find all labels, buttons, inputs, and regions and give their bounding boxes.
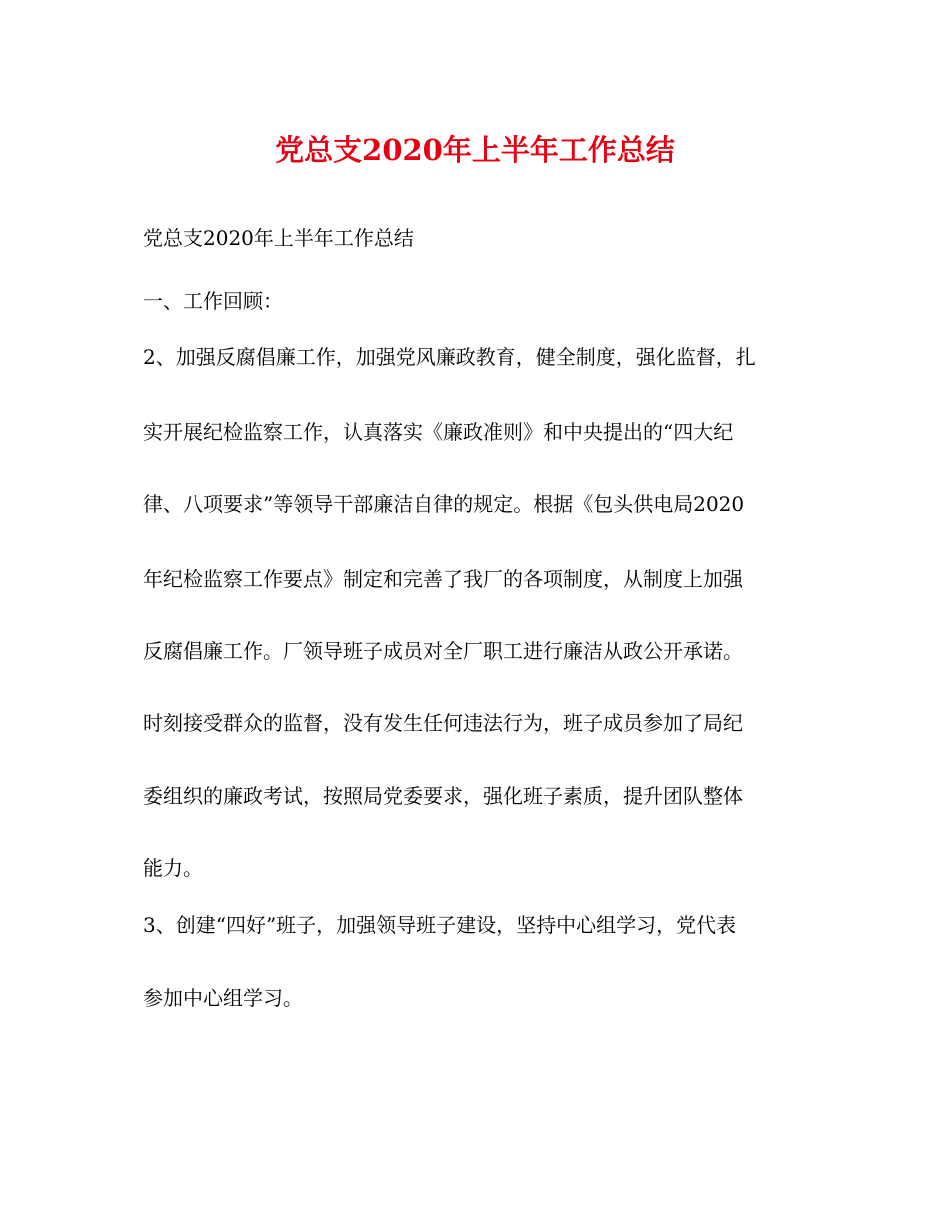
body-line-section-heading: 一、工作回顾： xyxy=(143,289,283,313)
body-line: 时刻接受群众的监督，没有发生任何违法行为，班子成员参加了局纪 xyxy=(143,711,743,735)
document-title: 党总支2020年上半年工作总结 xyxy=(275,133,675,167)
body-line: 3、创建“四好”班子，加强领导班子建设，坚持中心组学习，党代表 xyxy=(143,913,737,937)
body-line: 2、加强反腐倡廉工作，加强党风廉政教育，健全制度，强化监督，扎 xyxy=(143,345,756,369)
body-line-subtitle: 党总支2020年上半年工作总结 xyxy=(143,226,414,250)
body-line: 委组织的廉政考试，按照局党委要求，强化班子素质，提升团队整体 xyxy=(143,784,743,808)
body-line: 反腐倡廉工作。厂领导班子成员对全厂职工进行廉洁从政公开承诺。 xyxy=(143,639,743,663)
body-line: 能力。 xyxy=(143,856,203,880)
body-line: 参加中心组学习。 xyxy=(143,986,303,1010)
body-line: 实开展纪检监察工作，认真落实《廉政准则》和中央提出的“四大纪 xyxy=(143,420,734,444)
body-line: 律、八项要求”等领导干部廉洁自律的规定。根据《包头供电局2020 xyxy=(143,492,745,516)
body-line: 年纪检监察工作要点》制定和完善了我厂的各项制度，从制度上加强 xyxy=(143,567,743,591)
